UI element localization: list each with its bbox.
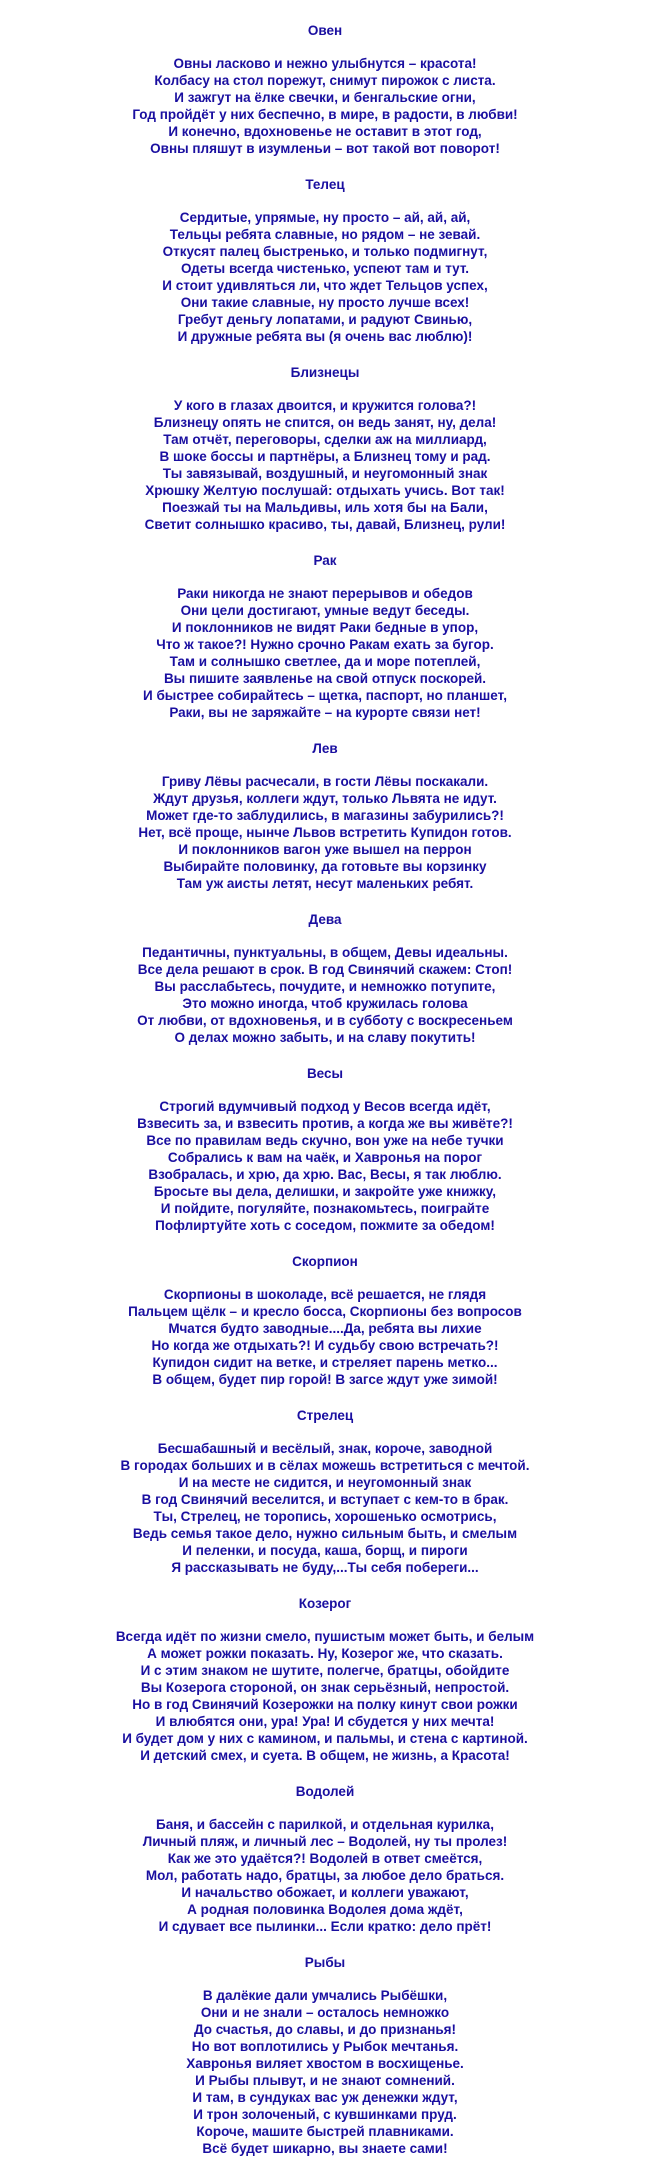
poem-line: Скорпионы в шоколаде, всё решается, не глядя [163,1287,487,1302]
poem-line: В далёкие дали умчались Рыбёшки, [202,1988,448,2003]
section-title: Овен [307,23,343,38]
poem-line: Все дела решают в срок. В год Свинячий скажем: Стоп! [137,962,513,977]
poem-line: Ведь семья такое дело, нужно сильным быть, и смелым [132,1526,518,1541]
poem-line: Они такие славные, ну просто лучше всех! [180,295,470,310]
poem-line: От любви, от вдохновенья, и в субботу с воскресеньем [137,1013,513,1028]
poem-line: Вы расслабьтесь, почудите, и немножко потупите, [154,979,496,994]
section-title: Лев [312,741,338,756]
poem-line: Овны пляшут в изумленьи – вот такой вот поворот! [150,141,500,156]
poem-line: В шоке боссы и партнёры, а Близнец тому и рад. [159,449,491,464]
poem-line: И детский смех, и суета. В общем, не жизнь, а Красота! [140,1748,510,1763]
poem-line: Колбасу на стол порежут, снимут пирожок с листа. [154,73,496,88]
poem-line: Они и не знали – осталось немножко [200,2005,450,2020]
section-title: Стрелец [296,1408,354,1423]
zodiac-section [0,1407,650,1576]
poem-line: И влюбятся они, ура! Ура! И сбудется у них мечта! [155,1714,495,1729]
poem-stanza [0,944,650,1046]
zodiac-section [0,1954,650,2157]
poem-line: У кого в глазах двоится, и кружится голова?! [173,398,477,413]
poem-line: Близнецу опять не спится, он ведь занят, ну, дела! [153,415,497,430]
poem-line: Вы Козерога стороной, он знак серьёзный, непростой. [140,1680,510,1695]
poem-line: Взобралась, и хрю, да хрю. Вас, Весы, я так люблю. [148,1167,502,1182]
poem-line: Строгий вдумчивый подход у Весов всегда идёт, [159,1099,491,1114]
poem-line: Купидон сидит на ветке, и стреляет парень метко... [152,1355,498,1370]
poem-line: Светит солнышко красиво, ты, давай, Близнец, рули! [144,517,506,532]
poem-stanza [0,397,650,533]
zodiac-section [0,176,650,345]
poem-line: И начальство обожает, и коллеги уважают, [181,1885,469,1900]
poem-line: Поезжай ты на Мальдивы, иль хотя бы на Бали, [162,500,488,515]
poem-stanza [0,773,650,892]
poem-stanza [0,1286,650,1388]
poem-line: Гриву Лёвы расчесали, в гости Лёвы поскакали. [161,774,489,789]
zodiac-section [0,1253,650,1388]
poem-line: И пойдите, погуляйте, познакомьтесь, поиграйте [160,1201,490,1216]
poem-line: Пофлиртуйте хоть с соседом, пожмите за обедом! [155,1218,495,1233]
poem-line: Там отчёт, переговоры, сделки аж на миллиард, [163,432,487,447]
poem-line: Хавронья виляет хвостом в восхищенье. [186,2056,464,2071]
poem-line: Всё будет шикарно, вы знаете сами! [202,2141,448,2156]
section-title: Близнецы [290,365,360,380]
poem-line: О делах можно забыть, и на славу покутить! [174,1030,476,1045]
poem-stanza [0,585,650,721]
poem-line: В общем, будет пир горой! В загсе ждут уже зимой! [152,1372,498,1387]
poem-line: В городах больших и в сёлах можешь встретиться с мечтой. [120,1458,530,1473]
section-title: Весы [306,1066,344,1081]
poem-line: Они цели достигают, умные ведут беседы. [180,603,470,618]
poem-line: И дружные ребята вы (я очень вас люблю)! [177,329,473,344]
poem-line: Баня, и бассейн с парилкой, и отдельная курилка, [156,1817,494,1832]
poem-line: И конечно, вдохновенье не оставит в этот год, [168,124,482,139]
poem-line: Педантичны, пунктуальны, в общем, Девы идеальны. [142,945,508,960]
poem-line: Это можно иногда, чтоб кружилась голова [182,996,468,1011]
zodiac-section [0,552,650,721]
poem-line: Сердитые, упрямые, ну просто – ай, ай, ай, [179,210,471,225]
poem-line: И пеленки, и посуда, каша, борщ, и пироги [182,1543,468,1558]
poem-line: Пальцем щёлк – и кресло босса, Скорпионы без вопросов [128,1304,522,1319]
poem-line: Но в год Свинячий Козерожки на полку кинут свои рожки [132,1697,518,1712]
section-title: Телец [305,177,345,192]
zodiac-section [0,740,650,892]
poem-line: Ты завязывай, воздушный, и неугомонный знак [162,466,488,481]
poem-line: И зажгут на ёлке свечки, и бенгальские огни, [174,90,476,105]
poem-line: А может рожки показать. Ну, Козерог же, что сказать. [147,1646,503,1661]
poem-line: А родная половинка Водолея дома ждёт, [187,1902,463,1917]
poem-line: И Рыбы плывут, и не знают сомнений. [195,2073,455,2088]
poem-line: Овны ласково и нежно улыбнутся – красота! [173,56,477,71]
poem-line: Ждут друзья, коллеги ждут, только Львята не идут. [153,791,497,806]
poem-line: И будет дом у них с камином, и пальмы, и стена с картиной. [122,1731,528,1746]
poem-line: Бесшабашный и весёлый, знак, короче, заводной [157,1441,493,1456]
poem-line: Вы пишите заявленье на свой отпуск поскорей. [163,671,487,686]
poem-line: Гребут деньгу лопатами, и радуют Свинью, [177,312,473,327]
section-title: Рак [313,553,337,568]
poem-line: Выбирайте половинку, да готовьте вы корзинку [163,859,487,874]
section-title: Рыбы [304,1955,346,1970]
poem-line: Нет, всё проще, нынче Львов встретить Купидон готов. [138,825,512,840]
zodiac-section [0,364,650,533]
poem-line: Но когда же отдыхать?! И судьбу свою встречать?! [151,1338,499,1353]
section-title: Козерог [298,1596,352,1611]
poem-line: И с этим знаком не шутите, полегче, братцы, обойдите [140,1663,510,1678]
poem-line: Откусят палец быстренько, и только подмигнут, [162,244,488,259]
poem-line: И сдувает все пылинки... Если кратко: дело прёт! [158,1919,492,1934]
poem-line: Взвесить за, и взвесить против, а когда же вы живёте?! [137,1116,513,1131]
section-title: Водолей [295,1784,355,1799]
poem-stanza [0,1987,650,2157]
zodiac-section [0,1065,650,1234]
poem-line: Там уж аисты летят, несут маленьких ребят. [176,876,474,891]
poem-line: И там, в сундуках вас уж денежки ждут, [192,2090,458,2105]
poem-line: Там и солнышко светлее, да и море потеплей, [169,654,481,669]
poem-line: Одеты всегда чистенько, успеют там и тут. [180,261,469,276]
poem-line: Ты, Стрелец, не торопись, хорошенько осмотрись, [153,1509,497,1524]
poem-line: Раки, вы не заряжайте – на курорте связи нет! [169,705,481,720]
poem-line: Раки никогда не знают перерывов и обедов [177,586,473,601]
poem-line: И поклонников вагон уже вышел на перрон [178,842,472,857]
poem-line: И стоит удивляться ли, что ждет Тельцов успех, [162,278,488,293]
poem-stanza [0,1628,650,1764]
poem-stanza [0,55,650,157]
poem-stanza [0,1440,650,1576]
poem-line: И трон золоченый, с кувшинками пруд. [193,2107,457,2122]
poem-line: Как же это удаётся?! Водолей в ответ смеётся, [167,1851,483,1866]
poem-stanza [0,1816,650,1935]
poem-line: Может где-то заблудились, в магазины забурились?! [146,808,504,823]
poem-line: Мол, работать надо, братцы, за любое дело браться. [145,1868,505,1883]
poem-line: Я рассказывать не буду,...Ты себя побереги... [171,1560,479,1575]
poem-line: И на месте не сидится, и неугомонный знак [178,1475,472,1490]
poem-line: Тельцы ребята славные, но рядом – не зевай. [169,227,481,242]
poem-line: Но вот воплотились у Рыбок мечтанья. [191,2039,459,2054]
zodiac-section [0,22,650,157]
poem-line: Хрюшку Желтую послушай: отдыхать учись. Вот так! [145,483,505,498]
poem-line: Бросьте вы дела, делишки, и закройте уже книжку, [153,1184,497,1199]
poem-line: Все по правилам ведь скучно, вон уже на небе тучки [146,1133,504,1148]
zodiac-section [0,911,650,1046]
zodiac-section [0,1595,650,1764]
poem-line: Всегда идёт по жизни смело, пушистым может быть, и белым [115,1629,535,1644]
poem-line: Собрались к вам на чаёк, и Хавронья на порог [167,1150,483,1165]
section-title: Скорпион [292,1254,358,1269]
poem-line: Личный пляж, и личный лес – Водолей, ну ты пролез! [142,1834,508,1849]
poem-line: И поклонников не видят Раки бедные в упор, [171,620,479,635]
poem-line: До счастья, до славы, и до признанья! [193,2022,457,2037]
poem-line: И быстрее собирайтесь – щетка, паспорт, но планшет, [143,688,507,703]
poem-line: Мчатся будто заводные....Да, ребята вы лихие [168,1321,482,1336]
poem-line: В год Свинячий веселится, и вступает с кем-то в брак. [141,1492,509,1507]
poem-stanza [0,1098,650,1234]
poem-line: Короче, машите быстрей плавниками. [196,2124,454,2139]
poem-line: Год пройдёт у них беспечно, в мире, в радости, в любви! [132,107,518,122]
poem-line: Что ж такое?! Нужно срочно Ракам ехать за бугор. [156,637,494,652]
poem-stanza [0,209,650,345]
section-title: Дева [308,912,342,927]
zodiac-section [0,1783,650,1935]
